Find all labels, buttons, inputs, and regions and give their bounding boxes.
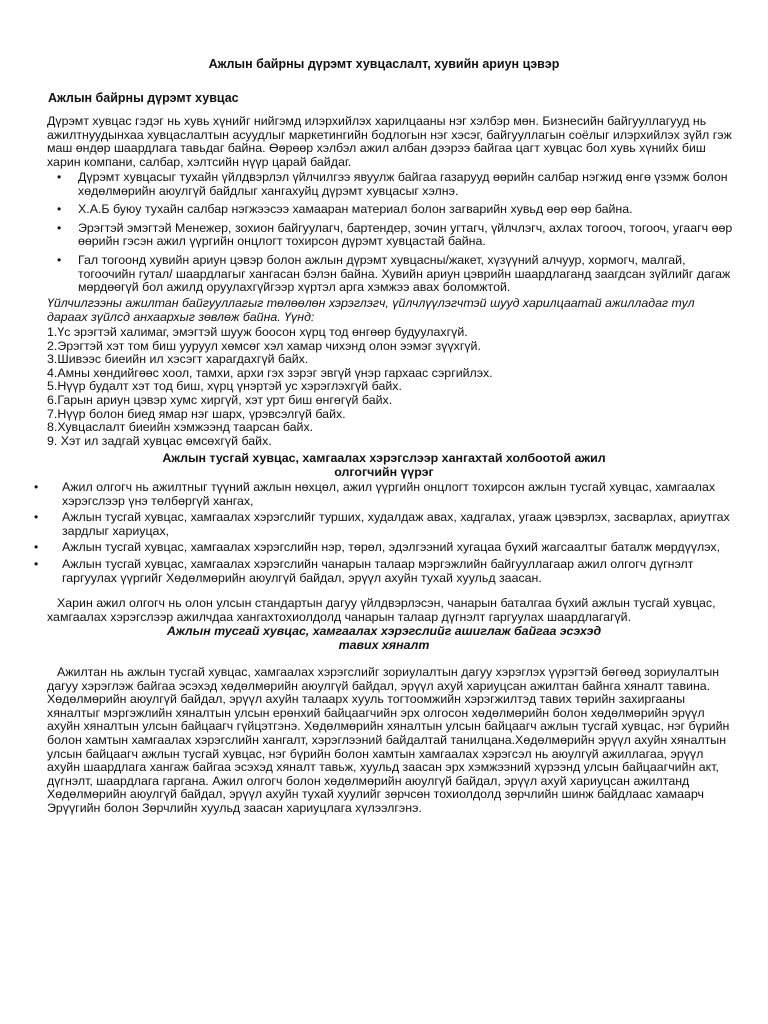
monitoring-paragraph: Ажилтан нь ажлын тусгай хувцас, хамгаалах хэрэгслийг зориулалтын дагуу хэрэглэх үүрэгтэй бөгөөд зориулалтын дагуу хэрэглэж байгаа эсэхэд хөдөлмөрийн аюулгүй байдал, эрүүл ахуй хариуцсан ажилтан байнга хяналт тавина. Хөдөлмөрийн аюулгүй байдал, эрүүл ахуйн талаарх хууль тогтоомжийн хэрэгжилтэд тавих төрийн захиргааны хяналтыг мэргэжлийн хяналтын улсын ерөнхий байцаагчийн эрх олгосон хөдөлмөрийн болон хөдөлмөрийн эрүүл ахуйн хяналтын улсын байцаагч гүйцэтгэнэ. Хөдөлмөрийн хяналтын улсын байцаагч ажлын тусгай хувцас, нэг бүрийн болон хамтын хамгаалах хэрэгслийн хангалт, хэрэглээний байдалтай танилцана.Хөдөлмөрийн эрүүл ахуйн хяналтын улсын байцаагч ажлын тусгай хувцас, нэг бүрийн болон хамтын хамгаалах хэрэгсэл нь аюулгүй ажиллагаа, эрүүл ахуйн шаардлага хангаж байгаа эсэхэд хяналт тавьж, хуульд заасан эрх хэмжээний хүрээнд улсын байцаагчийн акт, дүгнэлт, шаардлага гаргана. Ажил олгогч болон хөдөлмөрийн аюулгүй байдал, эрүүл ахуй хариуцсан ажилтанд Хөдөлмөрийн аюулгүй байдал, эрүүл ахуйн тухай хуулийг зөрчсөн тохиолдолд зөрчлийн шинж байдлаас хамаарч Эрүүгийн болон Зөрчлийн хуульд заасан хариуцлага хүлээлгэнэ. bbox=[47, 665, 730, 815]
list-item: • Гал тогоонд хувийн ариун цэвэр болон ажлын дүрэмт хувцасны/жакет, хүзүүний алчуур, хормогч, малгай, тогоочийн гутал/ шаардлагыг хангасан бэлэн байна. Хувийн ариун цэврийн шаардлаганд заагдсан зүйлийг дагаж мөрдөөгүй бол ажилд оруулахгүйгээр хүртэл арга хэмжээ авах боломжтой. bbox=[78, 254, 738, 295]
heading-line: тавих хяналт bbox=[338, 637, 430, 652]
list-item: • Ажил олгогч нь ажилтныг түүний ажлын нөхцөл, ажил үүргийн онцлогт тохирсон ажлын тусгай хувцас, хамгаалах хэрэгслээр үнэ төлбөргүй хангах, bbox=[62, 481, 738, 508]
list-item: • Х.А.Б буюу тухайн салбар нэгжээсээ хамааран материал болон загварийн хувьд өөр өөр байна. bbox=[78, 203, 738, 217]
list-item: • Эрэгтэй эмэгтэй Менежер, зохион байгуулагч, бартендер, зочин угтагч, үйлчлэгч, ахлах тогооч, тогооч, угаагч өөр өөрийн гэсэн ажил үүргийн онцлогт тохирсон дүрэмт хувцастай байна. bbox=[78, 222, 738, 249]
list-item: 4.Амны хөндийгөөс хоол, тамхи, архи гэх зэрэг эвгүй үнэр гархаас сэргийлэх. bbox=[47, 365, 493, 380]
heading-line: Ажлын тусгай хувцас, хамгаалах хэрэгслээр хангахтай холбоотой ажил bbox=[162, 451, 606, 465]
italic-note: Үйлчилгээны ажилтан байгууллагыг төлөөлөн хэрэглэгч, үйлчлүүлэгчтэй шууд харилцаатай ажилладаг тул дараах зүйлсд анхаархыг зөвлөж байна. Үүнд: bbox=[47, 296, 695, 324]
list-item: • Ажлын тусгай хувцас, хамгаалах хэрэгслийг турших, худалдаж авах, хадгалах, угааж цэвэрлэх, засварлах, ариутгах зардлыг хариуцах, bbox=[62, 511, 738, 538]
intro-paragraph: Дүрэмт хувцас гэдэг нь хувь хүнийг нийгэмд илэрхийлэх харилцааны нэг хэлбэр мөн. Бизнесийн байгууллагууд нь ажилтнуудынхаа хувцаслалтын асуудлыг маркетингийн бодлогын нэг хэсэг, байгууллагын соёлыг илэрхийлэх зүйл гэж маш өндөр шаардлага тавьдаг байна. Өөрөөр хэлбэл ажил албан дээрээ байгаа цагт хувцас бол хувь хүнийх биш харин компани, салбар, хэлтсийн нүүр царай байдаг. bbox=[47, 114, 732, 169]
list-item: 2.Эрэгтэй хэт том биш ууруул хөмсөг хэл хамар чихэнд олон ээмэг зүүхгүй. bbox=[47, 338, 481, 353]
list-item: 8.Хувцаслалт биеийн хэмжээнд таарсан байх. bbox=[47, 420, 314, 435]
list-item: • Ажлын тусгай хувцас, хамгаалах хэрэгслийн чанарын талаар мэргэжлийн байгууллагаар ажил олгогч дүгнэлт гаргуулах үүргийг Хөдөлмөрийн аюулгүй байдал, эрүүл ахуйн тухай хуульд заасан. bbox=[62, 558, 738, 585]
list-item: 9. Хэт ил задгай хувцас өмсөхгүй байх. bbox=[47, 433, 272, 448]
list-item: 3.Шивээс биеийн ил хэсэгт харагдахгүй байх. bbox=[47, 352, 309, 367]
section-heading-monitoring bbox=[0, 625, 768, 652]
list-item: • Дүрэмт хувцасыг тухайн үйлдвэрлэл үйлчилгээ явуулж байгаа газарууд өөрийн салбар нэгжид өнгө үзэмж болон хөдөлмөрийн аюулгүй байдлыг хангахуйц дүрэмт хувцасыг хэлнэ. bbox=[78, 171, 738, 198]
list-item: 5.Нүүр будалт хэт тод биш, хүрц үнэртэй ус хэрэглэхгүй байх. bbox=[47, 379, 402, 394]
uniform-bullet-list bbox=[78, 171, 738, 300]
section-heading-uniform: Ажлын байрны дүрэмт хувцас bbox=[48, 91, 239, 105]
employer-duty-bullet-list bbox=[62, 481, 738, 588]
heading-line: Ажлын тусгай хувцас, хамгаалах хэрэгслийг ашиглаж байгаа эсэхэд bbox=[166, 624, 602, 638]
list-item: 1.Үс эрэгтэй халимаг, эмэгтэй шууж боосон хүрц тод өнгөөр будуулахгүй. bbox=[47, 325, 468, 339]
document-title: Ажлын байрны дүрэмт хувцаслалт, хувийн ариун цэвэр bbox=[208, 57, 560, 71]
hygiene-numbered-list bbox=[47, 326, 737, 448]
list-item: • Ажлын тусгай хувцас, хамгаалах хэрэгслийн нэр, төрөл, эдэлгээний хугацаа бүхий жагсаалтыг баталж мөрдүүлэх, bbox=[62, 541, 738, 555]
standards-paragraph: Харин ажил олгогч нь олон улсын стандартын дагуу үйлдвэрлэсэн, чанарын баталгаа бүхий ажлын тусгай хувцас, хамгаалах хэрэгслээр ажилчдаа хангахтохиолдолд чанарын талаар дүгнэлт гаргуулах шаардлагагүй. bbox=[47, 596, 716, 624]
section-heading-employer-duty bbox=[0, 452, 768, 479]
heading-line: олгогчийн үүрэг bbox=[334, 464, 434, 479]
list-item: 7.Нүүр болон биед ямар нэг шарх, үрэвсэлгүй байх. bbox=[47, 406, 346, 421]
list-item: 6.Гарын ариун цэвэр хумс хиргүй, хэт урт биш өнгөгүй байх. bbox=[47, 392, 393, 407]
